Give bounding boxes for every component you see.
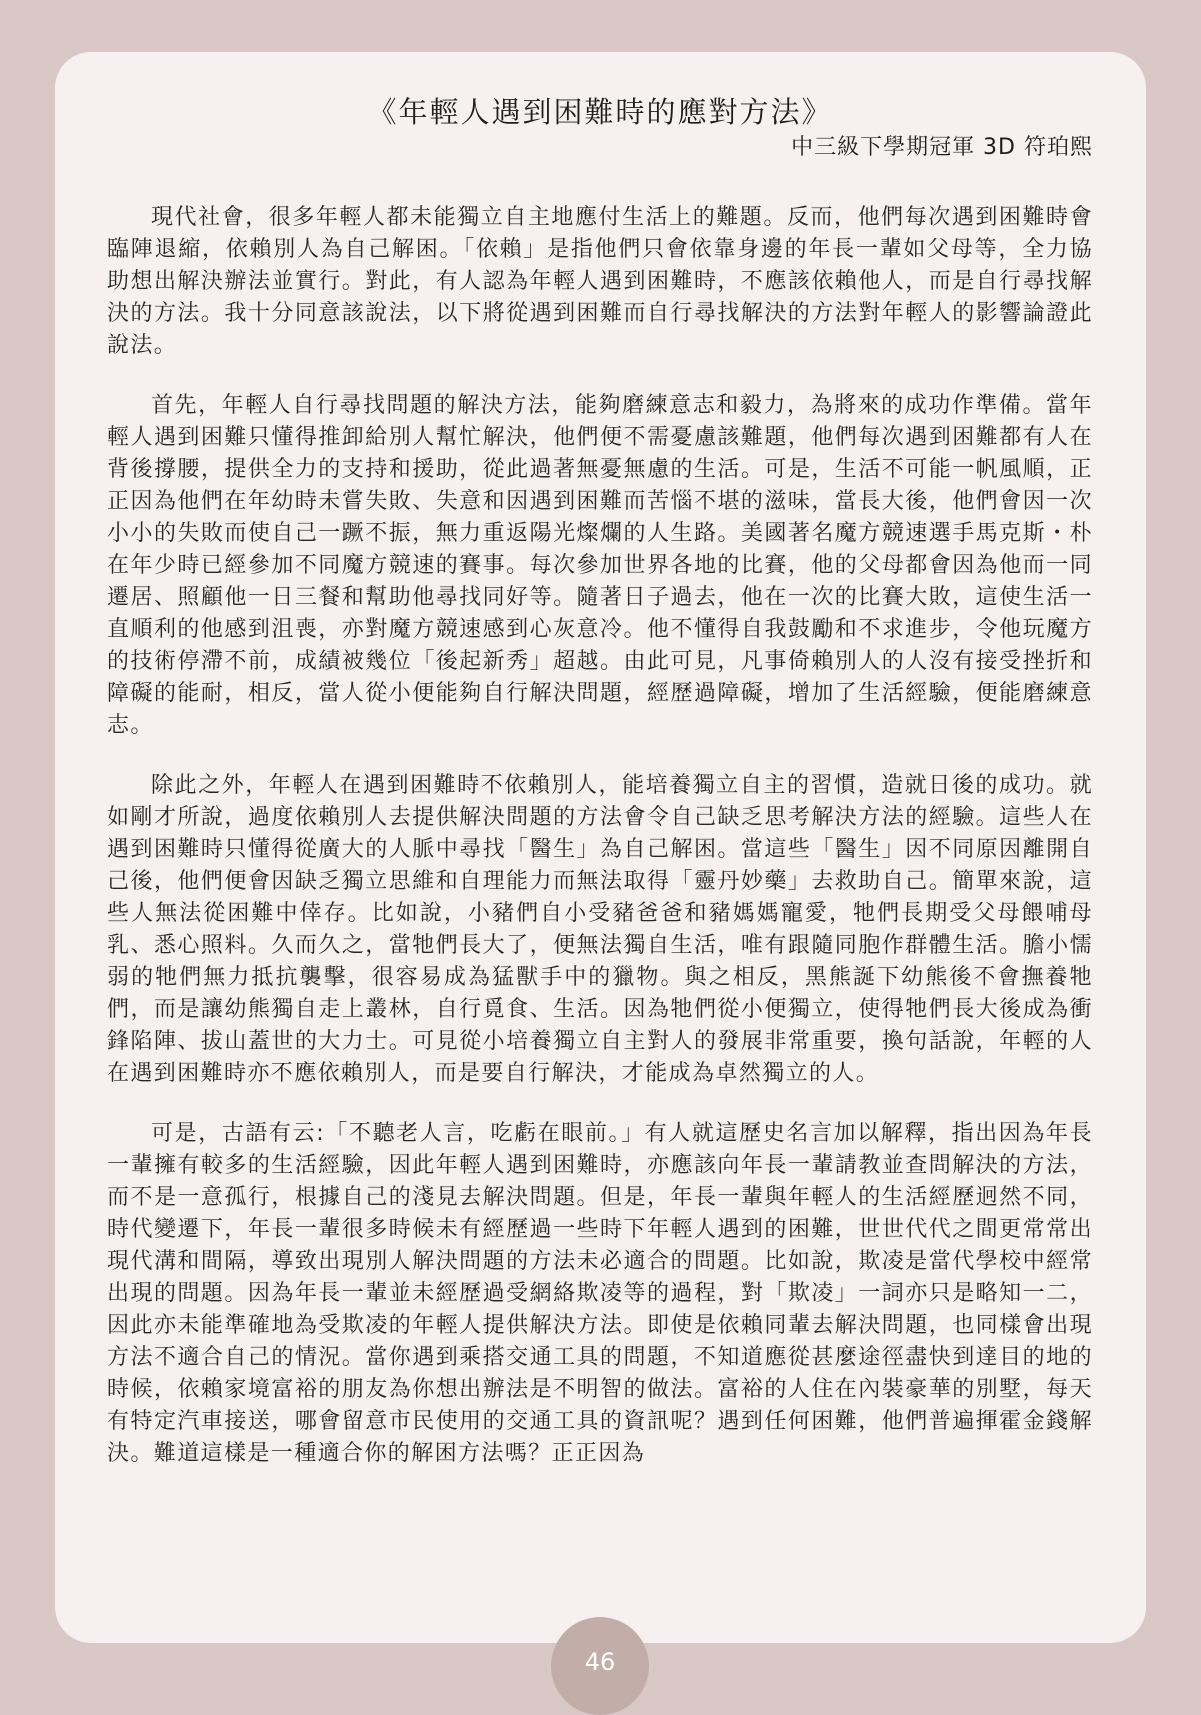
page-card <box>55 52 1146 1643</box>
paragraph: 可是，古語有云:「不聽老人言，吃虧在眼前。」有人就這歷史名言加以解釋，指出因為年長一輩擁有較多的生活經驗，因此年輕人遇到困難時，亦應該向年長一輩請教並查問解決的方法，而不是一意孤行，根據自己的淺見去解決問題。但是，年長一輩與年輕人的生活經歷迥然不同，時代變遷下，年長一輩很多時候未有經歷過一些時下年輕人遇到的困難，世世代代之間更常常出現代溝和間隔，導致出現別人解決問題的方法未必適合的問題。比如說，欺凌是當代學校中經常出現的問題。因為年長一輩並未經歷過受網絡欺凌等的過程，對「欺凌」一詞亦只是略知一二，因此亦未能準確地為受欺凌的年輕人提供解決方法。即使是依賴同輩去解決問題，也同樣會出現方法不適合自己的情況。當你遇到乘搭交通工具的問題，不知道應從甚麼途徑盡快到達目的地的時候，依賴家境富裕的朋友為你想出辦法是不明智的做法。富裕的人住在內裝豪華的別墅，每天有特定汽車接送，哪會留意市民使用的交通工具的資訊呢？遇到任何困難，他們普遍揮霍金錢解決。難道這樣是一種適合你的解困方法嗎？正正因為 <box>107 1121 1093 1466</box>
page-number: 46 <box>551 1617 649 1715</box>
essay-content <box>107 92 1093 1498</box>
author-byline: 中三級下學期冠軍 3D 符珀熙 <box>791 135 1093 160</box>
paragraph: 現代社會，很多年輕人都未能獨立自主地應付生活上的難題。反而，他們每次遇到困難時會臨陣退縮，依賴別人為自己解困。「依賴」是指他們只會依靠身邊的年長一輩如父母等，全力協助想出解決辦法並實行。對此，有人認為年輕人遇到困難時，不應該依賴他人，而是自行尋找解決的方法。我十分同意該說法，以下將從遇到困難而自行尋找解決的方法對年輕人的影響論證此說法。 <box>107 205 1093 358</box>
essay-body <box>107 202 1093 1470</box>
essay-title: 《年輕人遇到困難時的應對方法》 <box>367 95 833 129</box>
paragraph: 除此之外，年輕人在遇到困難時不依賴別人，能培養獨立自主的習慣，造就日後的成功。就如剛才所說，過度依賴別人去提供解決問題的方法會令自己缺乏思考解決方法的經驗。這些人在遇到困難時只懂得從廣大的人脈中尋找「醫生」為自己解困。當這些「醫生」因不同原因離開自己後，他們便會因缺乏獨立思維和自理能力而無法取得「靈丹妙藥」去救助自己。簡單來說，這些人無法從困難中倖存。比如說，小豬們自小受豬爸爸和豬媽媽寵愛，牠們長期受父母餵哺母乳、悉心照料。久而久之，當牠們長大了，便無法獨自生活，唯有跟隨同胞作群體生活。膽小懦弱的牠們無力抵抗襲擊，很容易成為猛獸手中的獵物。與之相反，黑熊誕下幼熊後不會撫養牠們，而是讓幼熊獨自走上叢林，自行覓食、生活。因為牠們從小便獨立，使得牠們長大後成為衝鋒陷陣、拔山蓋世的大力士。可見從小培養獨立自主對人的發展非常重要，換句話說，年輕的人在遇到困難時亦不應依賴別人，而是要自行解決，才能成為卓然獨立的人。 <box>107 773 1093 1086</box>
paragraph: 首先，年輕人自行尋找問題的解決方法，能夠磨練意志和毅力，為將來的成功作準備。當年輕人遇到困難只懂得推卸給別人幫忙解決，他們便不需憂慮該難題，他們每次遇到困難都有人在背後撐腰，提供全力的支持和援助，從此過著無憂無慮的生活。可是，生活不可能一帆風順，正正因為他們在年幼時未嘗失敗、失意和因遇到困難而苦惱不堪的滋味，當長大後，他們會因一次小小的失敗而使自己一蹶不振，無力重返陽光燦爛的人生路。美國著名魔方競速選手馬克斯・朴在年少時已經參加不同魔方競速的賽事。每次參加世界各地的比賽，他的父母都會因為他而一同遷居、照顧他一日三餐和幫助他尋找同好等。隨著日子過去，他在一次的比賽大敗，這使生活一直順利的他感到沮喪，亦對魔方競速感到心灰意冷。他不懂得自我鼓勵和不求進步，令他玩魔方的技術停滯不前，成績被幾位「後起新秀」超越。由此可見，凡事倚賴別人的人沒有接受挫折和障礙的能耐，相反，當人從小便能夠自行解決問題，經歷過障礙，增加了生活經驗，便能磨練意志。 <box>107 393 1093 738</box>
